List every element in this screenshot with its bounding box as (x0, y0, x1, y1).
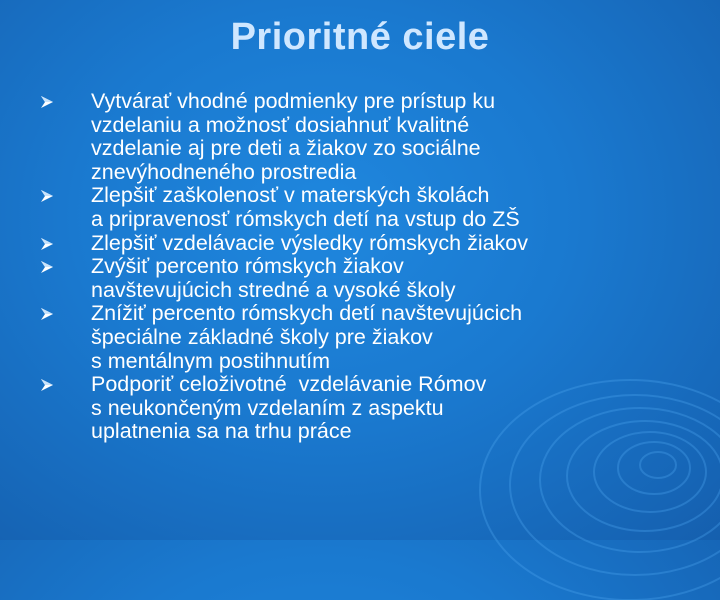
arrowhead-bullet-icon (40, 189, 54, 203)
bullet-item (40, 255, 700, 302)
arrowhead-bullet-icon (40, 237, 54, 251)
arrowhead-bullet-icon (40, 260, 54, 274)
bullet-text-line: s mentálnym postihnutím (91, 348, 330, 373)
bullet-list (40, 90, 700, 444)
bullet-text-line: Zvýšiť percento rómskych žiakov (91, 254, 404, 279)
bullet-item (40, 184, 700, 231)
arrowhead-bullet-icon (40, 378, 54, 392)
bullet-text-line: uplatnenia sa na trhu práce (91, 419, 352, 444)
bullet-text-line: navštevujúcich stredné a vysoké školy (91, 277, 456, 302)
slide-title: Prioritné ciele (230, 16, 490, 58)
bullet-item (40, 90, 700, 184)
bullet-text-line: Podporiť celoživotné vzdelávanie Rómov (91, 372, 487, 397)
bullet-item (40, 232, 700, 256)
bullet-text-line: Zlepšiť zaškolenosť v materských školách (91, 183, 490, 208)
bullet-text-line: vzdelaniu a možnosť dosiahnuť kvalitné (91, 112, 470, 137)
bullet-text-line: špeciálne základné školy pre žiakov (91, 324, 433, 349)
bullet-text-line: Vytvárať vhodné podmienky pre prístup ku (91, 89, 496, 113)
bullet-text-line: Zlepšiť vzdelávacie výsledky rómskych žiakov (91, 230, 529, 255)
bullet-item (40, 373, 700, 444)
bullet-text-line: Znížiť percento rómskych detí navštevujúcich (91, 301, 523, 326)
bullet-text-line: znevýhodneného prostredia (91, 159, 357, 184)
bullet-text-line: vzdelanie aj pre deti a žiakov zo sociálne (91, 136, 481, 161)
arrowhead-bullet-icon (40, 307, 54, 321)
arrowhead-bullet-icon (40, 95, 54, 109)
bullet-item (40, 302, 700, 373)
bullet-text-line: a pripravenosť rómskych detí na vstup do ZŠ (91, 206, 520, 231)
bullet-text-line: s neukončeným vzdelaním z aspektu (91, 395, 444, 420)
